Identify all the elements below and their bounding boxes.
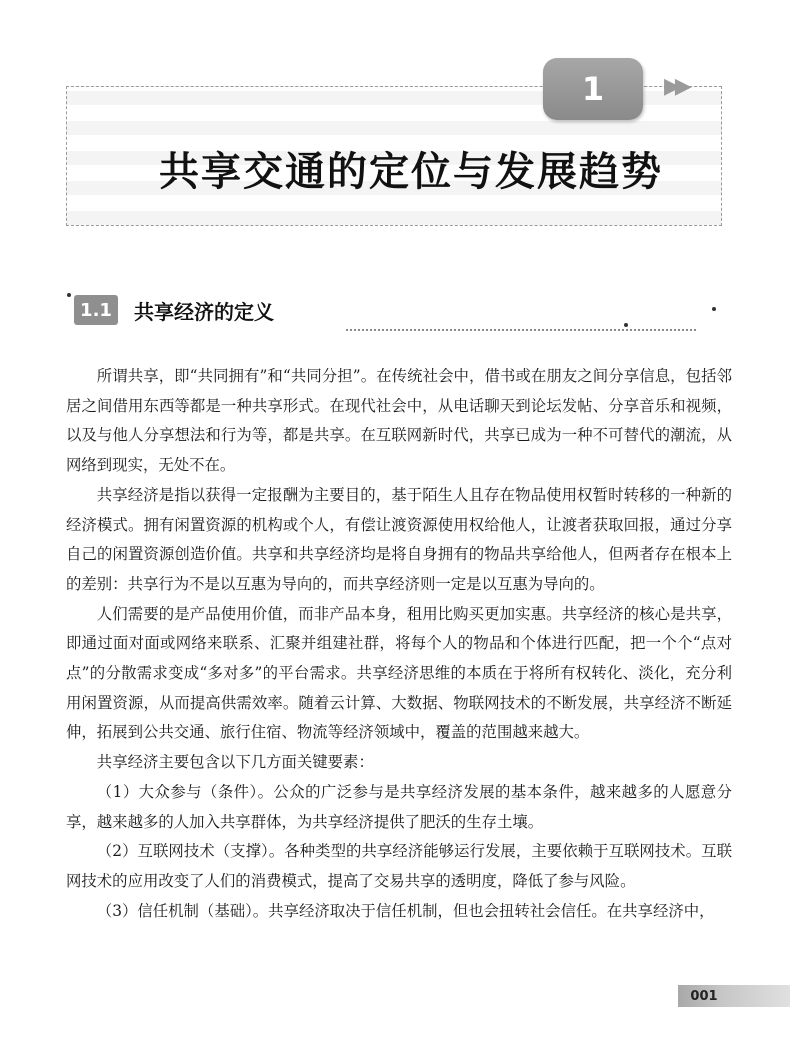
section-dot-icon (712, 307, 716, 311)
section-dot-icon (624, 323, 628, 327)
section-divider (346, 329, 696, 331)
chapter-title: 共享交通的定位与发展趋势 (159, 149, 663, 195)
paragraph: 所谓共享，即“共同拥有”和“共同分担”。在传统社会中，借书或在朋友之间分享信息，包括邻居之间借用东西等都是一种共享形式。在现代社会中，从电话聊天到论坛发帖、分享音乐和视频，以及与他人分享想法和行为等，都是共享。在互联网新时代，共享已成为一种不可替代的潮流，从网络到现实，无处不在。 (66, 367, 732, 475)
section-header (66, 293, 726, 333)
paragraph: （3）信任机制（基础）。共享经济取决于信任机制，但也会扭转社会信任。在共享经济中， (96, 901, 715, 920)
section-title: 共享经济的定义 (134, 300, 274, 324)
section-dot-icon (67, 293, 71, 297)
section-number-badge: 1.1 (74, 295, 118, 325)
paragraph: （2）互联网技术（支撑）。各种类型的共享经济能够运行发展，主要依赖于互联网技术。互联网技术的应用改变了人们的消费模式，提高了交易共享的透明度，降低了参与风险。 (66, 842, 732, 890)
chapter-number-badge: 1 (543, 58, 643, 120)
body-text (66, 362, 732, 926)
paragraph: （1）大众参与（条件）。公众的广泛参与是共享经济发展的基本条件，越来越多的人愿意分享，越来越多的人加入共享群体，为共享经济提供了肥沃的生存土壤。 (66, 782, 732, 831)
paragraph: 共享经济是指以获得一定报酬为主要目的，基于陌生人且存在物品使用权暂时转移的一种新的经济模式。拥有闲置资源的机构或个人，有偿让渡资源使用权给他人，让渡者获取回报，通过分享自己的闲置资源创造价值。共享和共享经济均是将自身拥有的物品共享给他人，但两者存在根本上的差别：共享行为不是以互惠为导向的，而共享经济则一定是以互惠为导向的。 (66, 485, 732, 593)
paragraph: 人们需要的是产品使用价值，而非产品本身，租用比购买更加实惠。共享经济的核心是共享，即通过面对面或网络来联系、汇聚并组建社群，将每个人的物品和个体进行匹配，把一个个“点对点”的分散需求变成“多对多”的平台需求。共享经济思维的本质在于将所有权转化、淡化，充分利用闲置资源，从而提高供需效率。随着云计算、大数据、物联网技术的不断发展，共享经济不断延伸，拓展到公共交通、旅行住宿、物流等经济领域中，覆盖的范围越来越大。 (66, 604, 732, 742)
paragraph: 共享经济主要包含以下几方面关键要素： (96, 753, 374, 772)
page-number: 001 (690, 988, 718, 1004)
chapter-arrows-icon: ▶▶ (664, 74, 686, 99)
